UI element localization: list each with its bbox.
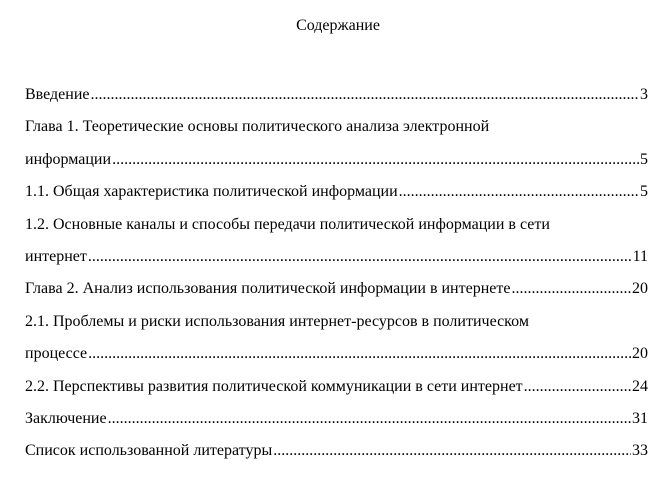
toc-entry-chapter-1-line-2 [25, 144, 648, 176]
toc-entry-page: 11 [632, 247, 648, 265]
toc-leader-dots [524, 371, 631, 403]
toc-entry-text: интернет [25, 247, 87, 265]
toc-entry-page: 20 [632, 345, 648, 363]
toc-entry-section-2-1-line-1 [25, 306, 648, 338]
toc-list [25, 79, 648, 468]
toc-entry-page: 24 [632, 377, 648, 395]
toc-entry-page: 3 [640, 86, 648, 103]
toc-entry-page: 5 [640, 183, 648, 201]
toc-entry-text: 1.1. Общая характеристика политической информации [25, 183, 398, 201]
toc-entry-text: 1.2. Основные каналы и способы передачи политической информации в сети [25, 215, 550, 233]
toc-entry-chapter-2 [25, 273, 648, 305]
toc-leader-dots [91, 79, 640, 111]
toc-leader-dots [273, 435, 631, 467]
toc-entry-text: Список использованной литературы [25, 442, 273, 460]
toc-entry-text: информации [25, 150, 112, 168]
toc-entry-conclusion [25, 403, 648, 435]
toc-entry-text: Глава 2. Анализ использования политической информации в интернете [25, 280, 511, 298]
toc-entry-section-1-2-line-2 [25, 241, 648, 273]
toc-entry-introduction [25, 79, 648, 111]
toc-entry-bibliography [25, 435, 648, 467]
toc-entry-text: Глава 1. Теоретические основы политического анализа электронной [25, 118, 490, 136]
toc-entry-section-2-1-line-2 [25, 338, 648, 370]
toc-entry-text: Заключение [25, 409, 107, 427]
toc-entry-text: Введение [25, 86, 90, 103]
toc-entry-chapter-1-line-1 [25, 111, 648, 143]
toc-leader-dots [112, 144, 639, 176]
toc-entry-page: 31 [632, 409, 648, 427]
toc-entry-text: 2.2. Перспективы развития политической коммуникации в сети интернет [25, 377, 523, 395]
toc-leader-dots [511, 273, 631, 305]
toc-leader-dots [88, 338, 631, 370]
toc-entry-page: 33 [632, 442, 648, 460]
toc-entry-section-1-2-line-1 [25, 209, 648, 241]
toc-leader-dots [399, 176, 639, 208]
toc-entry-text: 2.1. Проблемы и риски использования интернет-ресурсов в политическом [25, 312, 529, 330]
toc-entry-section-2-2 [25, 371, 648, 403]
toc-entry-page: 5 [640, 150, 648, 168]
toc-entry-page: 20 [632, 280, 648, 298]
toc-leader-dots [88, 241, 632, 273]
toc-entry-text: процессе [25, 345, 88, 363]
toc-title: Содержание [296, 17, 380, 34]
toc-leader-dots [108, 403, 631, 435]
toc-entry-section-1-1 [25, 176, 648, 208]
